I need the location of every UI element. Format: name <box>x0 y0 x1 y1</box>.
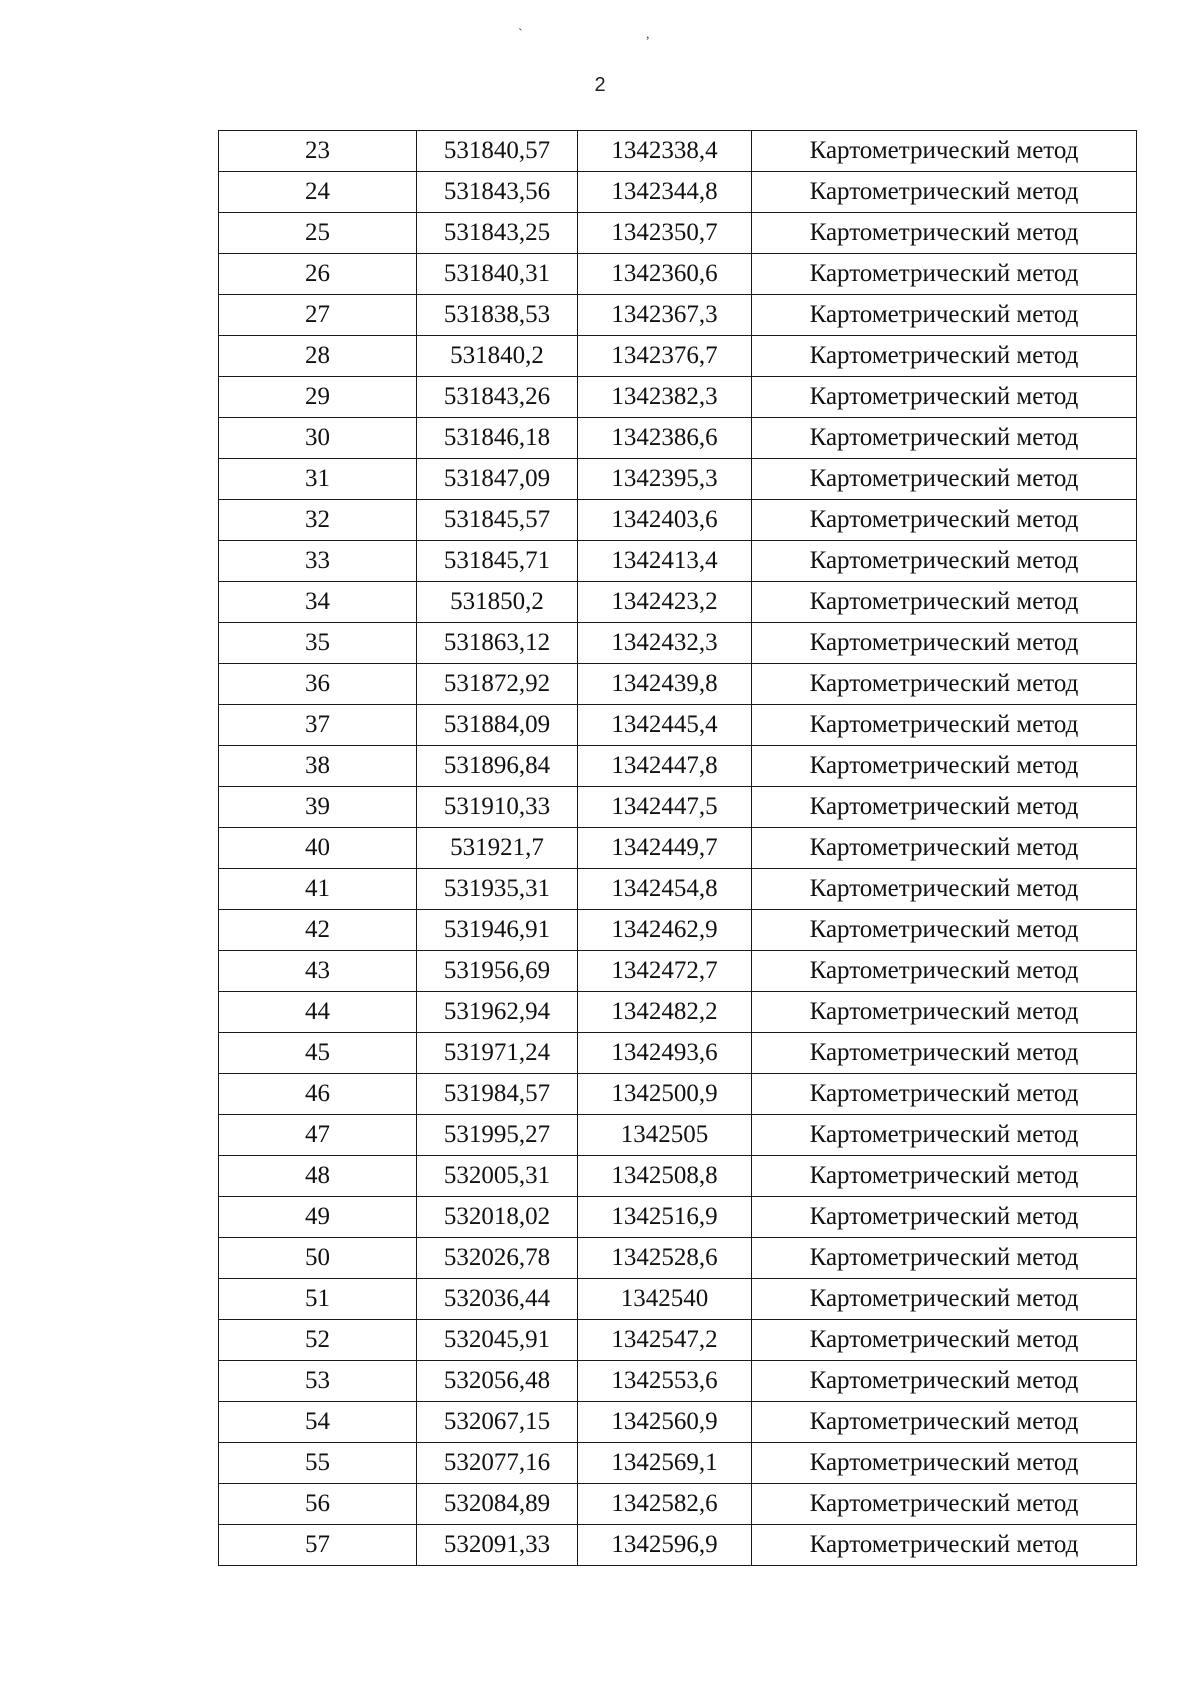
x-coordinate-cell: 532091,33 <box>417 1525 578 1566</box>
method-cell: Картометрический метод <box>752 664 1137 705</box>
table-row <box>219 910 1137 951</box>
point-number-cell: 55 <box>219 1443 417 1484</box>
y-coordinate-cell: 1342553,6 <box>578 1361 752 1402</box>
scan-speck-right: , <box>646 27 650 42</box>
x-coordinate-cell: 531840,2 <box>417 336 578 377</box>
table-row <box>219 213 1137 254</box>
x-coordinate-cell: 532056,48 <box>417 1361 578 1402</box>
table-row <box>219 1361 1137 1402</box>
method-cell: Картометрический метод <box>752 1279 1137 1320</box>
table-row <box>219 1525 1137 1566</box>
method-cell: Картометрический метод <box>752 1320 1137 1361</box>
method-cell: Картометрический метод <box>752 623 1137 664</box>
x-coordinate-cell: 531962,94 <box>417 992 578 1033</box>
method-cell: Картометрический метод <box>752 1197 1137 1238</box>
table-row <box>219 1033 1137 1074</box>
table-row <box>219 787 1137 828</box>
method-cell: Картометрический метод <box>752 828 1137 869</box>
x-coordinate-cell: 531956,69 <box>417 951 578 992</box>
method-cell: Картометрический метод <box>752 705 1137 746</box>
method-cell: Картометрический метод <box>752 992 1137 1033</box>
point-number-cell: 28 <box>219 336 417 377</box>
point-number-cell: 53 <box>219 1361 417 1402</box>
table-row <box>219 664 1137 705</box>
y-coordinate-cell: 1342413,4 <box>578 541 752 582</box>
method-cell: Картометрический метод <box>752 213 1137 254</box>
y-coordinate-cell: 1342516,9 <box>578 1197 752 1238</box>
point-number-cell: 47 <box>219 1115 417 1156</box>
y-coordinate-cell: 1342472,7 <box>578 951 752 992</box>
point-number-cell: 54 <box>219 1402 417 1443</box>
point-number-cell: 31 <box>219 459 417 500</box>
y-coordinate-cell: 1342569,1 <box>578 1443 752 1484</box>
point-number-cell: 36 <box>219 664 417 705</box>
x-coordinate-cell: 531872,92 <box>417 664 578 705</box>
table-row <box>219 1074 1137 1115</box>
x-coordinate-cell: 531846,18 <box>417 418 578 459</box>
point-number-cell: 56 <box>219 1484 417 1525</box>
point-number-cell: 49 <box>219 1197 417 1238</box>
x-coordinate-cell: 531840,57 <box>417 131 578 172</box>
y-coordinate-cell: 1342547,2 <box>578 1320 752 1361</box>
method-cell: Картометрический метод <box>752 582 1137 623</box>
x-coordinate-cell: 531921,7 <box>417 828 578 869</box>
method-cell: Картометрический метод <box>752 1074 1137 1115</box>
table-row <box>219 1443 1137 1484</box>
table-row <box>219 541 1137 582</box>
y-coordinate-cell: 1342360,6 <box>578 254 752 295</box>
y-coordinate-cell: 1342540 <box>578 1279 752 1320</box>
x-coordinate-cell: 531971,24 <box>417 1033 578 1074</box>
x-coordinate-cell: 532036,44 <box>417 1279 578 1320</box>
point-number-cell: 46 <box>219 1074 417 1115</box>
method-cell: Картометрический метод <box>752 787 1137 828</box>
x-coordinate-cell: 532084,89 <box>417 1484 578 1525</box>
y-coordinate-cell: 1342447,5 <box>578 787 752 828</box>
y-coordinate-cell: 1342462,9 <box>578 910 752 951</box>
point-number-cell: 44 <box>219 992 417 1033</box>
x-coordinate-cell: 532067,15 <box>417 1402 578 1443</box>
x-coordinate-cell: 532077,16 <box>417 1443 578 1484</box>
table-row <box>219 1279 1137 1320</box>
x-coordinate-cell: 531850,2 <box>417 582 578 623</box>
x-coordinate-cell: 531838,53 <box>417 295 578 336</box>
x-coordinate-cell: 531843,56 <box>417 172 578 213</box>
page-number: 2 <box>594 74 606 96</box>
table-row <box>219 254 1137 295</box>
table-row <box>219 459 1137 500</box>
point-number-cell: 34 <box>219 582 417 623</box>
x-coordinate-cell: 531910,33 <box>417 787 578 828</box>
point-number-cell: 30 <box>219 418 417 459</box>
table-row <box>219 377 1137 418</box>
y-coordinate-cell: 1342395,3 <box>578 459 752 500</box>
point-number-cell: 23 <box>219 131 417 172</box>
x-coordinate-cell: 531984,57 <box>417 1074 578 1115</box>
x-coordinate-cell: 531935,31 <box>417 869 578 910</box>
x-coordinate-cell: 531843,25 <box>417 213 578 254</box>
x-coordinate-cell: 531845,71 <box>417 541 578 582</box>
x-coordinate-cell: 531863,12 <box>417 623 578 664</box>
method-cell: Картометрический метод <box>752 336 1137 377</box>
method-cell: Картометрический метод <box>752 541 1137 582</box>
table-row <box>219 828 1137 869</box>
table-row <box>219 295 1137 336</box>
x-coordinate-cell: 531884,09 <box>417 705 578 746</box>
table-row <box>219 1402 1137 1443</box>
method-cell: Картометрический метод <box>752 1238 1137 1279</box>
method-cell: Картометрический метод <box>752 746 1137 787</box>
method-cell: Картометрический метод <box>752 295 1137 336</box>
table-row <box>219 992 1137 1033</box>
point-number-cell: 45 <box>219 1033 417 1074</box>
y-coordinate-cell: 1342505 <box>578 1115 752 1156</box>
point-number-cell: 48 <box>219 1156 417 1197</box>
table-row <box>219 1156 1137 1197</box>
point-number-cell: 29 <box>219 377 417 418</box>
point-number-cell: 41 <box>219 869 417 910</box>
x-coordinate-cell: 531847,09 <box>417 459 578 500</box>
point-number-cell: 37 <box>219 705 417 746</box>
y-coordinate-cell: 1342423,2 <box>578 582 752 623</box>
method-cell: Картометрический метод <box>752 1033 1137 1074</box>
table-row <box>219 951 1137 992</box>
point-number-cell: 39 <box>219 787 417 828</box>
point-number-cell: 40 <box>219 828 417 869</box>
method-cell: Картометрический метод <box>752 1484 1137 1525</box>
table-row <box>219 869 1137 910</box>
y-coordinate-cell: 1342445,4 <box>578 705 752 746</box>
y-coordinate-cell: 1342560,9 <box>578 1402 752 1443</box>
method-cell: Картометрический метод <box>752 1115 1137 1156</box>
x-coordinate-cell: 531845,57 <box>417 500 578 541</box>
y-coordinate-cell: 1342432,3 <box>578 623 752 664</box>
method-cell: Картометрический метод <box>752 131 1137 172</box>
table-row <box>219 582 1137 623</box>
y-coordinate-cell: 1342344,8 <box>578 172 752 213</box>
point-number-cell: 42 <box>219 910 417 951</box>
x-coordinate-cell: 532018,02 <box>417 1197 578 1238</box>
method-cell: Картометрический метод <box>752 377 1137 418</box>
table-row <box>219 418 1137 459</box>
method-cell: Картометрический метод <box>752 418 1137 459</box>
x-coordinate-cell: 531840,31 <box>417 254 578 295</box>
table-row <box>219 705 1137 746</box>
y-coordinate-cell: 1342338,4 <box>578 131 752 172</box>
x-coordinate-cell: 531896,84 <box>417 746 578 787</box>
point-number-cell: 38 <box>219 746 417 787</box>
point-number-cell: 24 <box>219 172 417 213</box>
table-row <box>219 172 1137 213</box>
scan-speck-left: ` <box>518 27 523 42</box>
table-row <box>219 1197 1137 1238</box>
table-row <box>219 1320 1137 1361</box>
coordinates-table <box>218 130 1137 1566</box>
x-coordinate-cell: 531843,26 <box>417 377 578 418</box>
point-number-cell: 32 <box>219 500 417 541</box>
y-coordinate-cell: 1342449,7 <box>578 828 752 869</box>
y-coordinate-cell: 1342528,6 <box>578 1238 752 1279</box>
y-coordinate-cell: 1342367,3 <box>578 295 752 336</box>
y-coordinate-cell: 1342508,8 <box>578 1156 752 1197</box>
point-number-cell: 26 <box>219 254 417 295</box>
point-number-cell: 35 <box>219 623 417 664</box>
point-number-cell: 33 <box>219 541 417 582</box>
x-coordinate-cell: 531946,91 <box>417 910 578 951</box>
table-row <box>219 131 1137 172</box>
y-coordinate-cell: 1342447,8 <box>578 746 752 787</box>
y-coordinate-cell: 1342382,3 <box>578 377 752 418</box>
method-cell: Картометрический метод <box>752 951 1137 992</box>
method-cell: Картометрический метод <box>752 254 1137 295</box>
method-cell: Картометрический метод <box>752 500 1137 541</box>
table-row <box>219 623 1137 664</box>
table-row <box>219 1484 1137 1525</box>
x-coordinate-cell: 532045,91 <box>417 1320 578 1361</box>
y-coordinate-cell: 1342500,9 <box>578 1074 752 1115</box>
y-coordinate-cell: 1342582,6 <box>578 1484 752 1525</box>
point-number-cell: 57 <box>219 1525 417 1566</box>
y-coordinate-cell: 1342403,6 <box>578 500 752 541</box>
table-row <box>219 746 1137 787</box>
y-coordinate-cell: 1342376,7 <box>578 336 752 377</box>
point-number-cell: 51 <box>219 1279 417 1320</box>
y-coordinate-cell: 1342454,8 <box>578 869 752 910</box>
table-row <box>219 336 1137 377</box>
method-cell: Картометрический метод <box>752 1525 1137 1566</box>
method-cell: Картометрический метод <box>752 1443 1137 1484</box>
y-coordinate-cell: 1342386,6 <box>578 418 752 459</box>
method-cell: Картометрический метод <box>752 1361 1137 1402</box>
x-coordinate-cell: 531995,27 <box>417 1115 578 1156</box>
method-cell: Картометрический метод <box>752 869 1137 910</box>
table-row <box>219 1238 1137 1279</box>
y-coordinate-cell: 1342596,9 <box>578 1525 752 1566</box>
table-row <box>219 500 1137 541</box>
y-coordinate-cell: 1342482,2 <box>578 992 752 1033</box>
method-cell: Картометрический метод <box>752 910 1137 951</box>
point-number-cell: 43 <box>219 951 417 992</box>
y-coordinate-cell: 1342439,8 <box>578 664 752 705</box>
y-coordinate-cell: 1342493,6 <box>578 1033 752 1074</box>
x-coordinate-cell: 532026,78 <box>417 1238 578 1279</box>
point-number-cell: 27 <box>219 295 417 336</box>
method-cell: Картометрический метод <box>752 1402 1137 1443</box>
point-number-cell: 52 <box>219 1320 417 1361</box>
table-row <box>219 1115 1137 1156</box>
point-number-cell: 25 <box>219 213 417 254</box>
method-cell: Картометрический метод <box>752 1156 1137 1197</box>
x-coordinate-cell: 532005,31 <box>417 1156 578 1197</box>
y-coordinate-cell: 1342350,7 <box>578 213 752 254</box>
method-cell: Картометрический метод <box>752 459 1137 500</box>
method-cell: Картометрический метод <box>752 172 1137 213</box>
coordinates-table-body <box>219 131 1137 1566</box>
point-number-cell: 50 <box>219 1238 417 1279</box>
